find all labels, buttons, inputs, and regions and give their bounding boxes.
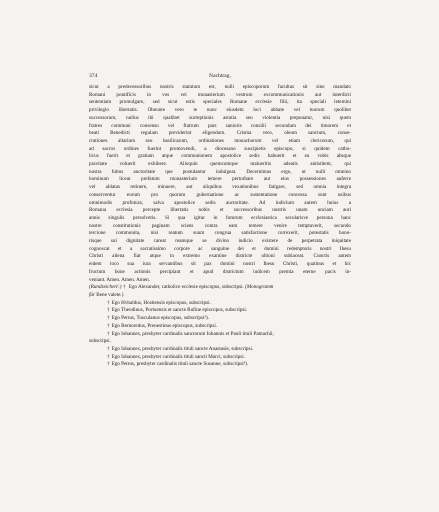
text-line: tercione commonita, nisi reatum suum congrua satisfactione correxerit, potestatis hono- (89, 230, 351, 237)
cross-mark: † (107, 299, 110, 306)
rota-note: (Rundzeichen¹.) (89, 284, 122, 291)
text-line: successorum, nullus ibi qualibet surreptionis astutia seu violentia preponatur, nisi quem (89, 114, 351, 121)
monogram-note: (Monogramm (245, 284, 274, 291)
text-line: annis singulis persolvetis. Si qua igitur in futurum ecclesiastica secularisve persona hanc (89, 214, 351, 221)
document-body (89, 84, 351, 369)
signature-continuation: subscripsi. (89, 338, 111, 345)
signature-list (89, 300, 351, 369)
signature-line (89, 315, 351, 323)
signature-text: Ego Iohannes, presbyter cardinalis sanctorum Iohannis et Pauli tituli Pamachii, (111, 330, 274, 337)
monogram-note-cont: für (89, 291, 95, 298)
text-line: sicut a predecessoribus nostris statutum est, nulli episcoporum facultas sit sine mandato (89, 84, 351, 90)
signature-text: Ego Iohannes, presbyter cardinalis tituli sancte Anastasie, subscripsi. (111, 345, 254, 352)
signature-text: Ego Bernoredus, Prenestinus episcopus, subscripsi. (111, 322, 218, 329)
signature-line (89, 307, 351, 315)
text-line: Romana ecclesia percepte libertatis nobis et successoribus nostris unam unciam auri (89, 207, 351, 214)
text-line: beati Benedicti regulam previderint eligendum. Crisma vero, oleum sanctum, conse- (89, 130, 351, 137)
page-header (89, 73, 351, 83)
running-title: Nachtrag. (209, 73, 231, 79)
cross-mark: † (107, 307, 110, 314)
signature-text: Ego Petrus, Tusculanus episcopus, subscripsi²). (111, 315, 209, 322)
signature-text: Ego Hvbaldus, Hostiensis episcopus, subscripsi. (111, 299, 211, 306)
monogram-line (89, 292, 351, 300)
text-line: risque sui dignitate careat reamque se divino iudicio existere de perpetrata iniquitate (89, 238, 351, 245)
text-line: Romani pontificis in vos vel monasterium vestrum excommunicationis aut interdicti (89, 91, 351, 98)
text-line: privilegio libertatis. Obeunte vero te nunc eiusdem loci abbate vel tuorum quolibet (89, 107, 351, 114)
text-line: omnimodis profutura, salva apostolice sedis auctoritate. Ad indicium autem huius a (89, 199, 351, 206)
text-line: ad sacros ordines fuerint promovendi, a diocesano suscipietis episcopo, si quidem catho- (89, 145, 351, 152)
text-line: hominum liceat prefatum monasterium temere perturbare aut eius possessiones auferre (89, 176, 351, 183)
page-number: 374 (89, 73, 98, 79)
text-line: nostra fultus auctoritate que postulantur indulgeat. Decernimus ergo, ut nulli omnino (89, 168, 351, 175)
text-line: Christi aliena fiat atque in extremo examine districte ultioni subiaceat. Cunctis autem (89, 253, 351, 260)
cross-mark: † (107, 361, 110, 368)
text-line: crationes altarium seu basilicarum, ordinationes monachorum vel etiam clericorum, qui (89, 137, 351, 144)
text-line: nostre constitutionis paginam sciens contra eam temere venire temptaverit, secundo (89, 222, 351, 229)
signature-line (89, 331, 351, 339)
signature-line (89, 323, 351, 331)
cross-mark: † (107, 353, 110, 360)
signature-text: Ego Theodinus, Portuensis et sancte Rufine episcopus, subscripsi. (111, 307, 248, 314)
text-line: eidem loco sua iura servantibus sit pax domini nostri Ihesu Christi, quatinus et hic (89, 261, 351, 268)
signature-line (89, 361, 351, 369)
cross-mark: † (107, 345, 110, 352)
text-line: cognoscat et a sacratissimo corpore ac sanguine dei et domini redemptoris nostri Ihesu (89, 245, 351, 252)
text-line: conserventur eorum pro quorum gubernatione ac sustentatione concessa sunt usibus (89, 191, 351, 198)
monogram-text: Bene valete.) (96, 291, 124, 298)
text-line: vel ablatas retinere, minuere, aut aliquibus vexationibus fatigare, sed omnia integra (89, 184, 351, 191)
cross-mark: † (122, 284, 126, 291)
rota-subscription: Ego Alexander, catholice ecclesie episcopus, subscripsi. (128, 284, 244, 291)
cross-mark: † (107, 315, 110, 322)
signature-text: Ego Iohannes, presbyter cardinalis tituli sancti Marci, subscripsi. (111, 353, 245, 360)
cross-mark: † (107, 322, 110, 329)
cross-mark: † (107, 330, 110, 337)
rota-line (89, 284, 351, 292)
signature-line (89, 346, 351, 354)
text-line: pravitate voluerit exhibere. Alioquin quemcumque malueritis adeatis antistitem, qui (89, 161, 351, 168)
text-line: licus fuerit et gratiam atque communionem apostolice sedis habuerit et ea vobis absque (89, 153, 351, 160)
main-paragraph (89, 84, 351, 284)
text-line: veniant. Amen. Amen. Amen. (89, 276, 150, 283)
signature-text: Ego Petrus, presbyter cardinalis tituli sancte Susanne, subscripsi³). (111, 361, 249, 368)
text-line: sententiam promulgare, sed sicut estis speciales Romane ecclesie filii, ita speciali letemini (89, 99, 351, 106)
text-line: fructum bone actionis percipiant et apud districtum iudicem premia eterne pacis in- (89, 268, 351, 275)
text-line: fratres communi consensu vel fratrum pars sanioris consilii secundum dei timorem et (89, 122, 351, 129)
